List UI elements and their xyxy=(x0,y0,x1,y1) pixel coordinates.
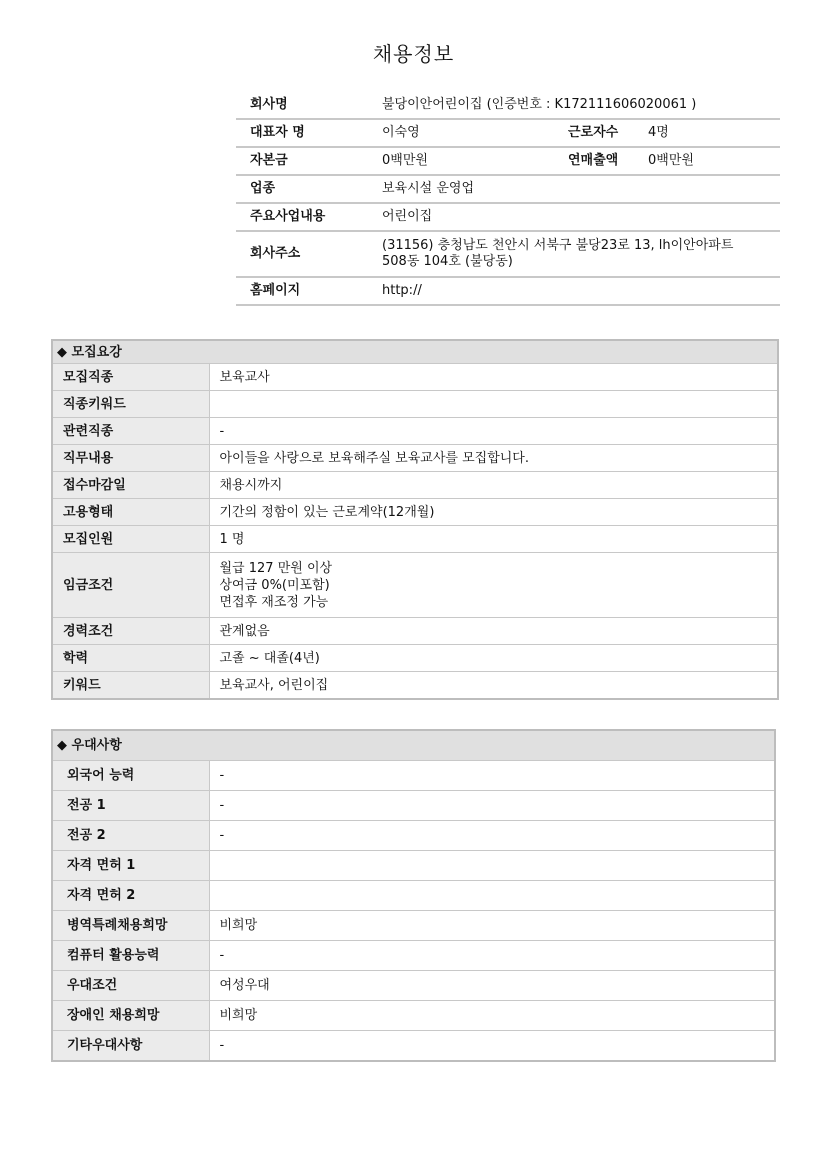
row-label: 자격 면허 2 xyxy=(52,881,209,911)
row-value: - xyxy=(209,418,778,445)
table-row xyxy=(52,391,778,418)
row-label: 자격 면허 1 xyxy=(52,851,209,881)
recruit-section-header: ◆ 모집요강 xyxy=(52,340,778,364)
address-line-1: (31156) 충청남도 천안시 서북구 불당23로 13, lh이안아파트 xyxy=(382,238,734,253)
table-row xyxy=(52,881,775,911)
recruitment-table xyxy=(51,339,779,700)
table-row xyxy=(52,761,775,791)
company-capital-row xyxy=(236,147,780,175)
table-row xyxy=(52,618,778,645)
company-address-row xyxy=(236,231,780,277)
company-name-row xyxy=(236,92,780,119)
wage-line-3: 면접후 재조정 가능 xyxy=(219,594,329,610)
business-value: 어린이집 xyxy=(368,203,780,231)
row-value: 채용시까지 xyxy=(209,472,778,499)
row-label: 장애인 채용희망 xyxy=(52,1001,209,1031)
table-row xyxy=(52,821,775,851)
row-value xyxy=(209,391,778,418)
table-row xyxy=(52,472,778,499)
ceo-value: 이숙영 xyxy=(368,119,554,147)
row-value: 보육교사 xyxy=(209,364,778,391)
row-label: 고용형태 xyxy=(52,499,209,526)
row-value: - xyxy=(209,941,775,971)
table-row xyxy=(52,672,778,700)
row-label: 경력조건 xyxy=(52,618,209,645)
table-row xyxy=(52,911,775,941)
ceo-label: 대표자 명 xyxy=(236,119,368,147)
row-value: 관계없음 xyxy=(209,618,778,645)
pref-header-row xyxy=(52,730,775,761)
row-value: - xyxy=(209,821,775,851)
company-homepage-row xyxy=(236,277,780,305)
row-value xyxy=(209,881,775,911)
row-label: 컴퓨터 활용능력 xyxy=(52,941,209,971)
business-label: 주요사업내용 xyxy=(236,203,368,231)
row-value: 고졸 ~ 대졸(4년) xyxy=(209,645,778,672)
preference-section-header: ◆ 우대사항 xyxy=(52,730,775,761)
table-row xyxy=(52,791,775,821)
row-value: 아이들을 사랑으로 보육해주실 보육교사를 모집합니다. xyxy=(209,445,778,472)
table-row xyxy=(52,364,778,391)
row-label: 외국어 능력 xyxy=(52,761,209,791)
table-row xyxy=(52,971,775,1001)
recruit-header-row xyxy=(52,340,778,364)
company-ceo-row xyxy=(236,119,780,147)
row-label: 직무내용 xyxy=(52,445,209,472)
company-name-label: 회사명 xyxy=(236,92,368,119)
wage-line-2: 상여금 0%(미포함) xyxy=(219,577,330,593)
row-value: 여성우대 xyxy=(209,971,775,1001)
row-label: 전공 2 xyxy=(52,821,209,851)
table-row xyxy=(52,526,778,553)
row-label: 모집인원 xyxy=(52,526,209,553)
industry-label: 업종 xyxy=(236,175,368,203)
row-value: - xyxy=(209,761,775,791)
company-info-table xyxy=(236,92,780,306)
row-label: 우대조건 xyxy=(52,971,209,1001)
row-value: 비희망 xyxy=(209,1001,775,1031)
wage-line-1: 월급 127 만원 이상 xyxy=(219,560,333,576)
address-label: 회사주소 xyxy=(236,231,368,277)
row-value: - xyxy=(209,1031,775,1062)
sales-value: 0백만원 xyxy=(634,147,780,175)
row-value xyxy=(209,851,775,881)
row-value: 보육교사, 어린이집 xyxy=(209,672,778,700)
row-label: 병역특례채용희망 xyxy=(52,911,209,941)
table-row xyxy=(52,499,778,526)
row-label: 키워드 xyxy=(52,672,209,700)
company-industry-row xyxy=(236,175,780,203)
row-value: 비희망 xyxy=(209,911,775,941)
sales-label: 연매출액 xyxy=(554,147,634,175)
row-label: 기타우대사항 xyxy=(52,1031,209,1062)
table-row xyxy=(52,445,778,472)
table-row xyxy=(52,645,778,672)
table-row xyxy=(52,418,778,445)
row-label: 관련직종 xyxy=(52,418,209,445)
row-label: 전공 1 xyxy=(52,791,209,821)
preference-table xyxy=(51,729,776,1062)
capital-value: 0백만원 xyxy=(368,147,554,175)
row-label: 접수마감일 xyxy=(52,472,209,499)
wage-value xyxy=(209,553,778,618)
table-row xyxy=(52,1001,775,1031)
table-row xyxy=(52,941,775,971)
row-value: 기간의 정함이 있는 근로계약(12개월) xyxy=(209,499,778,526)
industry-value: 보육시설 운영업 xyxy=(368,175,780,203)
row-label: 모집직종 xyxy=(52,364,209,391)
row-value: 1 명 xyxy=(209,526,778,553)
capital-label: 자본금 xyxy=(236,147,368,175)
row-label: 학력 xyxy=(52,645,209,672)
wage-row xyxy=(52,553,778,618)
row-value: - xyxy=(209,791,775,821)
wage-label: 임금조건 xyxy=(52,553,209,618)
company-business-row xyxy=(236,203,780,231)
address-value xyxy=(368,231,780,277)
table-row xyxy=(52,1031,775,1062)
homepage-link[interactable]: http:// xyxy=(368,277,780,305)
row-label: 직종키워드 xyxy=(52,391,209,418)
table-row xyxy=(52,851,775,881)
company-name-value: 불당이안어린이집 (인증번호 : K172111606020061 ) xyxy=(368,92,780,119)
page-title: 채용정보 xyxy=(372,42,455,66)
homepage-label: 홈페이지 xyxy=(236,277,368,305)
workers-label: 근로자수 xyxy=(554,119,634,147)
address-line-2: 508동 104호 (불당동) xyxy=(382,254,513,269)
workers-value: 4명 xyxy=(634,119,780,147)
